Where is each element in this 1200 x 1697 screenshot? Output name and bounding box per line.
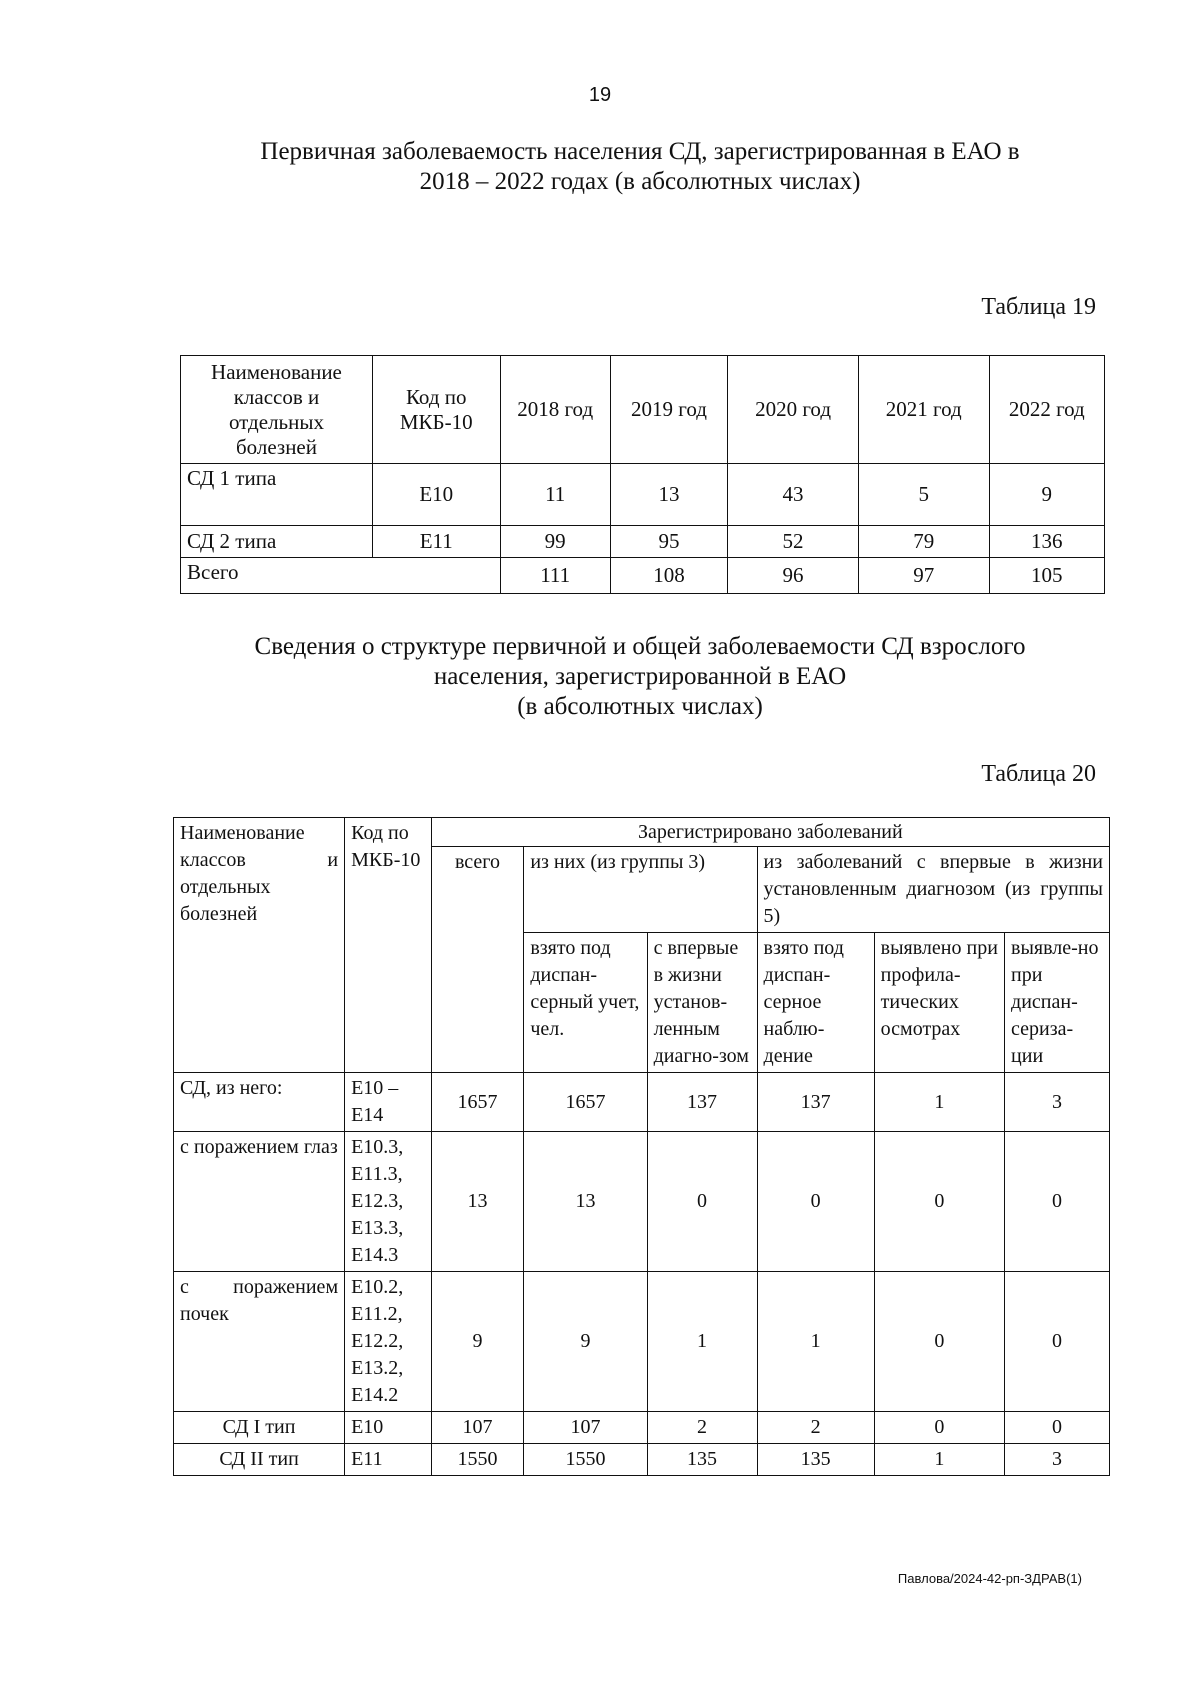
row-value: 13 bbox=[431, 1132, 524, 1272]
row-value: 1550 bbox=[431, 1444, 524, 1476]
row-value: 1657 bbox=[431, 1073, 524, 1132]
table-header-row bbox=[181, 356, 1105, 464]
table-row bbox=[174, 1272, 1110, 1412]
header-code: Код по МКБ-10 bbox=[372, 356, 500, 464]
total-value: 96 bbox=[728, 558, 859, 594]
row-value: 107 bbox=[431, 1412, 524, 1444]
total-value: 108 bbox=[610, 558, 727, 594]
table-row bbox=[174, 1132, 1110, 1272]
header-first-time: с впервые в жизни установ-ленным диагно-зом bbox=[647, 933, 757, 1073]
row-name: СД, из него: bbox=[174, 1073, 345, 1132]
row-value: 0 bbox=[647, 1132, 757, 1272]
table19-label: Таблица 19 bbox=[981, 294, 1096, 320]
table-row bbox=[174, 1444, 1110, 1476]
row-value: 52 bbox=[728, 526, 859, 558]
page-number: 19 bbox=[588, 84, 612, 106]
row-value: 0 bbox=[874, 1132, 1004, 1272]
row-value: 0 bbox=[874, 1412, 1004, 1444]
total-value: 111 bbox=[500, 558, 610, 594]
header-name: Наименование классов и отдельных болезней bbox=[181, 356, 373, 464]
table-total-row bbox=[181, 558, 1105, 594]
row-value: 135 bbox=[647, 1444, 757, 1476]
heading-line: Сведения о структуре первичной и общей заболеваемости СД взрослого bbox=[254, 633, 1026, 660]
table-row bbox=[174, 1412, 1110, 1444]
heading-line: населения, зарегистрированной в ЕАО bbox=[433, 663, 847, 690]
header-dispensary: взято под диспан-серный учет, чел. bbox=[524, 933, 647, 1073]
table-header-row bbox=[174, 818, 1110, 847]
total-label: Всего bbox=[181, 558, 501, 594]
header-of-new: из заболеваний с впервые в жизни установленным диагнозом (из группы 5) bbox=[757, 847, 1109, 933]
row-value: 2 bbox=[757, 1412, 874, 1444]
row-value: 0 bbox=[757, 1132, 874, 1272]
row-value: 0 bbox=[874, 1272, 1004, 1412]
header-year: 2020 год bbox=[728, 356, 859, 464]
total-value: 105 bbox=[989, 558, 1104, 594]
header-year: 2019 год bbox=[610, 356, 727, 464]
row-value: 1 bbox=[874, 1073, 1004, 1132]
row-value: 1 bbox=[647, 1272, 757, 1412]
table-19 bbox=[180, 355, 1105, 594]
row-value: 1 bbox=[874, 1444, 1004, 1476]
row-value: 9 bbox=[431, 1272, 524, 1412]
heading-line: Первичная заболеваемость населения СД, зарегистрированная в ЕАО в bbox=[260, 138, 1020, 165]
row-value: 2 bbox=[647, 1412, 757, 1444]
row-name: СД I тип bbox=[174, 1412, 345, 1444]
table-row bbox=[181, 526, 1105, 558]
table-row bbox=[181, 464, 1105, 526]
heading-line: 2018 – 2022 годах (в абсолютных числах) bbox=[419, 168, 861, 195]
row-code: Е10 bbox=[345, 1412, 432, 1444]
row-code: Е10.3, Е11.3, Е12.3, Е13.3, Е14.3 bbox=[345, 1132, 432, 1272]
row-value: 3 bbox=[1005, 1444, 1110, 1476]
row-value: 0 bbox=[1005, 1132, 1110, 1272]
row-code: Е11 bbox=[345, 1444, 432, 1476]
row-code: Е10 bbox=[372, 464, 500, 526]
header-name: Наименование классов и отдельных болезней bbox=[174, 818, 345, 1073]
table20-heading bbox=[180, 632, 1100, 722]
row-name: с поражением почек bbox=[174, 1272, 345, 1412]
row-value: 95 bbox=[610, 526, 727, 558]
row-code: Е10 – Е14 bbox=[345, 1073, 432, 1132]
header-year: 2018 год bbox=[500, 356, 610, 464]
row-code: Е11 bbox=[372, 526, 500, 558]
table20-label: Таблица 20 bbox=[981, 761, 1096, 787]
row-value: 3 bbox=[1005, 1073, 1110, 1132]
document-footer: Павлова/2024-42-рп-ЗДРАВ(1) bbox=[897, 1571, 1082, 1586]
table19-heading bbox=[180, 137, 1100, 197]
row-value: 137 bbox=[647, 1073, 757, 1132]
row-value: 0 bbox=[1005, 1412, 1110, 1444]
row-name: СД II тип bbox=[174, 1444, 345, 1476]
row-value: 9 bbox=[524, 1272, 647, 1412]
row-value: 107 bbox=[524, 1412, 647, 1444]
row-value: 1550 bbox=[524, 1444, 647, 1476]
header-year: 2021 год bbox=[858, 356, 989, 464]
row-value: 11 bbox=[500, 464, 610, 526]
row-name: СД 2 типа bbox=[181, 526, 373, 558]
row-value: 0 bbox=[1005, 1272, 1110, 1412]
header-prof-exam: выявлено при профила-тических осмотрах bbox=[874, 933, 1004, 1073]
row-value: 136 bbox=[989, 526, 1104, 558]
row-value: 5 bbox=[858, 464, 989, 526]
table-20 bbox=[173, 817, 1110, 1476]
row-value: 13 bbox=[524, 1132, 647, 1272]
row-value: 43 bbox=[728, 464, 859, 526]
row-value: 1657 bbox=[524, 1073, 647, 1132]
row-value: 79 bbox=[858, 526, 989, 558]
row-value: 9 bbox=[989, 464, 1104, 526]
header-registered: Зарегистрировано заболеваний bbox=[431, 818, 1109, 847]
header-total: всего bbox=[431, 847, 524, 1073]
row-code: Е10.2, Е11.2, Е12.2, Е13.2, Е14.2 bbox=[345, 1272, 432, 1412]
row-name: с поражением глаз bbox=[174, 1132, 345, 1272]
header-dispensary-obs: взято под диспан-серное наблю-дение bbox=[757, 933, 874, 1073]
header-code: Код по МКБ-10 bbox=[345, 818, 432, 1073]
row-value: 99 bbox=[500, 526, 610, 558]
heading-line: (в абсолютных числах) bbox=[517, 693, 763, 720]
header-year: 2022 год bbox=[989, 356, 1104, 464]
table-row bbox=[174, 1073, 1110, 1132]
row-name: СД 1 типа bbox=[181, 464, 373, 526]
header-dispensarization: выявле-но при диспан-сериза-ции bbox=[1005, 933, 1110, 1073]
row-value: 137 bbox=[757, 1073, 874, 1132]
row-value: 13 bbox=[610, 464, 727, 526]
total-value: 97 bbox=[858, 558, 989, 594]
header-of-them: из них (из группы 3) bbox=[524, 847, 757, 933]
row-value: 135 bbox=[757, 1444, 874, 1476]
row-value: 1 bbox=[757, 1272, 874, 1412]
